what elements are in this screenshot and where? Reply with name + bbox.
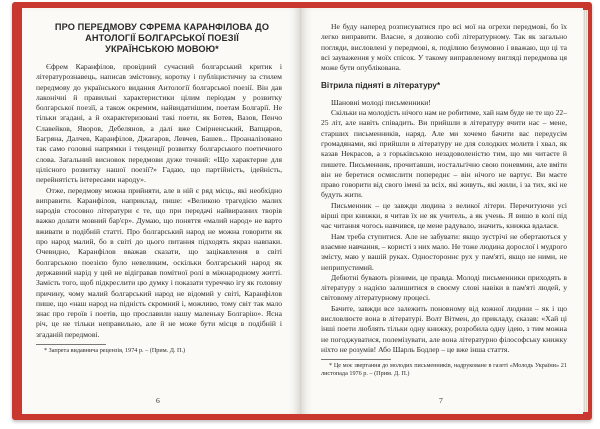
footnote-divider — [36, 344, 106, 345]
left-paragraph-1: Єфрем Каранфілов, провідний сучасний болгарський критик і літературознавець, написав змістовну, коротку і публіцистичну за стилем передмову до українського видання Антології болгарської поезії. Він дав лаконічні й правильні характеристики цілим періодам у розвитку болгарської поезії, а також окремим, найвидатнішим, поетам Болгарії. Не тільки згадані, а й охарактеризовані такі поети, як Ботев, Вазов, Пенчо Славейков, Яворов, Дебелянов, а далі вже Смірненський, Вапцаров, Багряна, Далчев, Каранфілов, Джагаров, Левчев, Башев... Проаналізовано так само головні напрямки і тенденції розвитку болгарського поетичного слова. Загальний висновок передмови дуже точний: «Що характерне для цілісного розвитку нашої поезії?» Гадаю, що партійність, ідейність, перейнятість інтересами народу». — [36, 62, 282, 185]
footnote-divider — [321, 359, 391, 360]
article-heading: ПРО ПЕРЕДМОВУ СФРЕМА КАРАНФІЛОВА ДО АНТОЛОГІЇ БОЛГАРСЬКОЇ ПОЕЗІЇ УКРАЇНСЬКОЮ МОВОЮ* — [54, 22, 270, 54]
right-paragraph-4: Нам треба ступитися. Але не забувати: якщо зустрічі не обертаються у взаємне навчання, – користі з них мало. Не тоже людина дорослої і мудрого змісту, маю у вашій руках. Одностороннє рух у пам'яті, якщо не ними, не неприпустимий. — [321, 231, 567, 272]
right-paragraph-3: Письменник – це завжди людина з великої літери. Перечитуючи усі вірші при книжки, я читав їх не як учитель, а як учень. Я вишо в колі під час читання чогось навчився, це мене радувало, значить, книжка вдалася. — [321, 200, 567, 231]
right-page — [301, 8, 583, 414]
right-paragraph-2: Скільки на молодість нічого нам не робитиме, хай нам буде не те що 22–25 літ, але навіть співадить. Ви прийшли в літературу вчити нас – мене, старших письменників, наряд. Але ми хочемо бачити вас передусім громадянами, які прийшли в літературу не для солодких молитв і хвал, як казав Некрасов, а з горьківською незадоволеністю тим, що ми читаєте й пишете. Письменник, прочитавши, ностальгічно свою поневмин, але вміти він не беретися осмислити попереднє – він нічого не вартує. Ви маєте право говорити від свого імені за всіх, які живуть, які жили, і за тих, які не будуть жити. — [321, 108, 567, 200]
right-text-column — [321, 22, 567, 378]
left-page — [22, 8, 301, 414]
page-number-left: 6 — [156, 396, 160, 405]
right-paragraph-5: Дебютні бувають різними, це правда. Молоді письменники приходять в літературу з надією залишитися в своєму слові навіки в пам'яті людей, у світовому літературному процесі. — [321, 272, 567, 303]
left-footnote: * Запрета видавнича рецензія, 1974 р. – (Прим. Д. П.) — [44, 347, 186, 355]
right-footnote: * Це моє звертання до молодих письменників, надруковане в газеті «Молодь України» 21 листопада 1976 р. – (Прим. Д. П.) — [321, 362, 567, 378]
section-subheading: Вітрила підняті в літературу* — [321, 81, 441, 91]
page-number-right: 7 — [439, 396, 443, 405]
right-paragraph-6: Бачите, завжди все залежить поновному від кожної людини – як і що висловлюєте вона в літературі. Волт Вітмен, до прикладу, сказав: «Хай ці інші поети люблять тільки одну книжку, розробила одну ідею, з тим можна не погоджуватися, полемізувати, але вона літературно філософську книжку ніхто не розумів! Або Шарль Бодлер – це вже інша стаття. — [321, 303, 567, 354]
page-edges — [583, 10, 588, 412]
left-text-column — [36, 62, 282, 355]
right-intro-paragraph: Не буду наперед розписуватися про всі мої на огрехи передмові, бо їх легко виправити. Власне, я дозволю собі літературному. Так як загально погляди, висловлені у передмові, я, поділюю безумовно і вважаю, що ці та всі зауваження у моїх спісок. У такому виправленому вигляді передмова ця може бути опублікована. — [321, 22, 567, 73]
right-paragraph-1: Шановні молоді письменники! — [331, 97, 431, 107]
left-paragraph-2: Отже, передмову можна прийняти, але в ній є ряд місць, які необхідно виправити. Каранфілов, наприклад, пише: «Великою трагедією малих народів стосовно літератури є те, що при передачі найвиразних творів важко долати мовний бар'єр». Думаю, що поняття «малий народ» не варто вживати в подібній статті. Про болгарський народ не можна говорити як про народ малий, бо в світі до цього питання підходять якраз навпаки. Очевидно, Каранфілов вважав сказати, що зацікавлення в світі болгарською поезією було невеликим, оскільки болгарський народ як державний нарід у цей не відігравав помітної ролі в міжнародному житті. Замість того, щоб підкреслити цю думку і показати туреччко ігу як головну причину, чому малий болгарський народ не відомий у світі, Каранфілов пише, що «наш народ на підність скромний і, можливо, тому світ так мало знає про героїв і поетів, що прославили нашу маленьку Болгарію». Ясна річ, це не тільки неправильно, але й не може бути місця в подібній і згаданій передмові. — [36, 185, 282, 339]
